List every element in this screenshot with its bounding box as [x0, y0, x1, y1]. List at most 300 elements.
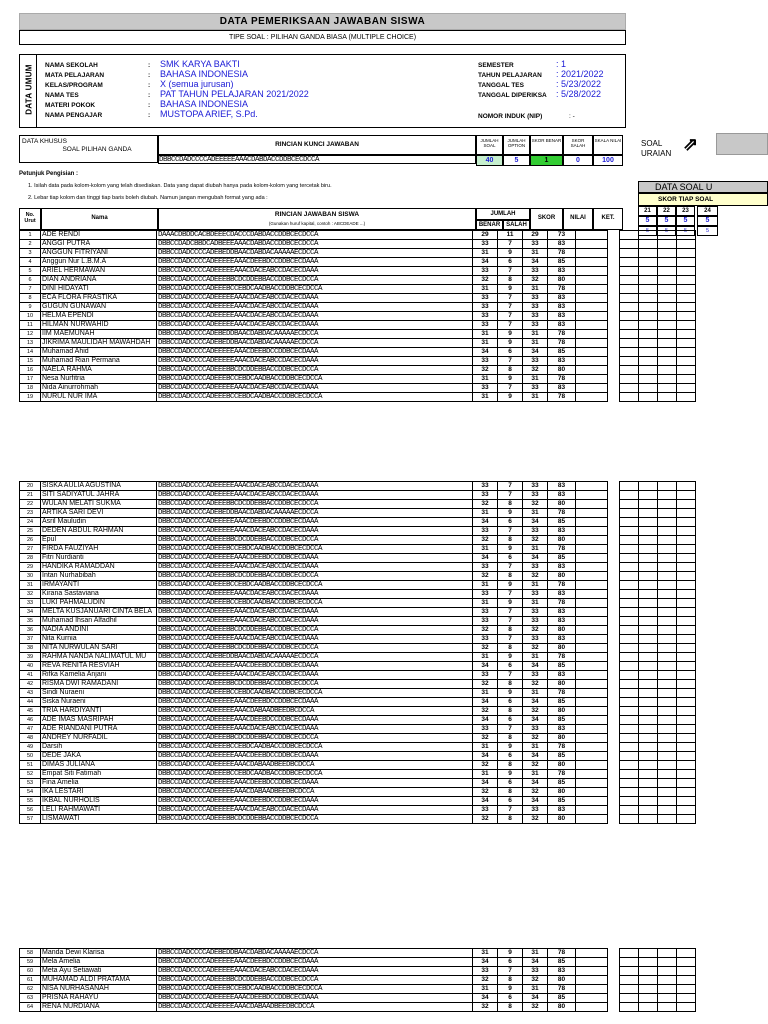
uraian-cell[interactable] [658, 321, 677, 330]
keterangan[interactable] [576, 734, 608, 743]
uraian-cell[interactable] [658, 339, 677, 348]
uraian-cell[interactable] [620, 788, 639, 797]
uraian-cell[interactable] [658, 716, 677, 725]
uraian-cell[interactable] [658, 806, 677, 815]
uraian-cell[interactable] [677, 330, 696, 339]
keterangan[interactable] [576, 662, 608, 671]
keterangan[interactable] [576, 707, 608, 716]
student-answers[interactable]: DBBCCDADCCCCADEEEEEAAACDACEABCCDACECDAAA [157, 357, 473, 366]
uraian-cell[interactable] [677, 312, 696, 321]
uraian-cell[interactable] [658, 770, 677, 779]
keterangan[interactable] [576, 985, 608, 994]
student-answers[interactable]: DBBCCDADCCCCADEEEEEAAACDACEABCCDACECDAAA [157, 267, 473, 276]
uraian-cell[interactable] [639, 761, 658, 770]
uraian-cell[interactable] [620, 366, 639, 375]
uraian-cell[interactable] [620, 357, 639, 366]
keterangan[interactable] [576, 617, 608, 626]
student-name[interactable]: Siska Nuraeni [41, 698, 157, 707]
uraian-cell[interactable] [639, 806, 658, 815]
uraian-cell[interactable] [620, 662, 639, 671]
uraian-cell[interactable] [639, 339, 658, 348]
student-name[interactable]: IRMAYANTI [41, 581, 157, 590]
keterangan[interactable] [576, 949, 608, 958]
uraian-cell[interactable] [620, 303, 639, 312]
uraian-cell[interactable] [639, 384, 658, 393]
student-name[interactable]: DEDE JAKA [41, 752, 157, 761]
student-name[interactable]: ARTIKA SARI DEVI [41, 509, 157, 518]
skor-salah-value[interactable]: 0 [563, 155, 593, 166]
jumlah-soal-value[interactable]: 40 [476, 155, 503, 166]
uraian-cell[interactable] [620, 1003, 639, 1012]
uraian-cell[interactable] [658, 698, 677, 707]
uraian-cell[interactable] [620, 671, 639, 680]
student-name[interactable]: Intan Nurhabibah [41, 572, 157, 581]
uraian-cell[interactable] [658, 348, 677, 357]
uraian-cell[interactable] [658, 985, 677, 994]
student-answers[interactable]: DBBCCDADCCCCADEEEEEAAACDACEABCCDACECDAAA [157, 608, 473, 617]
uraian-cell[interactable] [677, 949, 696, 958]
uraian-cell[interactable] [639, 303, 658, 312]
uraian-cell[interactable] [620, 527, 639, 536]
skala-nilai-value[interactable]: 100 [593, 155, 623, 166]
student-name[interactable]: LISMAWATI [41, 815, 157, 824]
student-answers[interactable]: DBBCCDADCCCCADEEEBBCDCDDEBBACCDDBCECDCCA [157, 276, 473, 285]
uraian-cell[interactable] [658, 527, 677, 536]
uraian-cell[interactable] [658, 734, 677, 743]
student-name[interactable]: Rifka Kamelia Anjani [41, 671, 157, 680]
student-answers[interactable]: DBBCCDADCCCCADEEEBBCDCDDEBBACCDDBCECDCCA [157, 644, 473, 653]
keterangan[interactable] [576, 527, 608, 536]
uraian-cell[interactable] [677, 689, 696, 698]
uraian-max-value[interactable]: 5 [697, 216, 718, 226]
uraian-cell[interactable] [658, 482, 677, 491]
student-name[interactable]: Epul [41, 536, 157, 545]
uraian-cell[interactable] [677, 276, 696, 285]
uraian-cell[interactable] [677, 249, 696, 258]
student-name[interactable]: Manda Dewi Klarisa [41, 949, 157, 958]
uraian-cell[interactable] [677, 240, 696, 249]
student-name[interactable]: ARIEL HERMAWAN [41, 267, 157, 276]
student-answers[interactable]: DBBCCDADCCCCADEBEDDBAACDABDACAAAAAECDCCA [157, 653, 473, 662]
keterangan[interactable] [576, 563, 608, 572]
student-name[interactable]: ANGGUN FITRIYANI [41, 249, 157, 258]
uraian-cell[interactable] [658, 536, 677, 545]
student-name[interactable]: Nita Kurnia [41, 635, 157, 644]
keterangan[interactable] [576, 994, 608, 1003]
umum-left-value[interactable]: PAT TAHUN PELAJARAN 2021/2022 [160, 89, 309, 99]
student-answers[interactable]: DBBCCDADCCCCADEEEBBCDCDDEBBACCDDBCECDCCA [157, 536, 473, 545]
student-name[interactable]: Mela Amelia [41, 958, 157, 967]
student-answers[interactable]: DBBCCDADCCCCADEEEEEAAACDEEBDCCDDBCECDAAA [157, 752, 473, 761]
student-answers[interactable]: DBBCCDADCCCCADEEEBCCEBDCAADBACCDDBCECDCCA [157, 599, 473, 608]
student-name[interactable]: MELTA KUSJANUARI CINTA BELA [41, 608, 157, 617]
uraian-cell[interactable] [658, 752, 677, 761]
uraian-cell[interactable] [677, 527, 696, 536]
keterangan[interactable] [576, 689, 608, 698]
student-answers[interactable]: DBBCCDADCCCCADEEEBCCEBDCAADBACCDDBCECDCCA [157, 393, 473, 402]
uraian-cell[interactable] [658, 635, 677, 644]
uraian-cell[interactable] [639, 626, 658, 635]
keterangan[interactable] [576, 788, 608, 797]
uraian-cell[interactable] [620, 976, 639, 985]
student-name[interactable]: Nesa Nurfitria [41, 375, 157, 384]
keterangan[interactable] [576, 321, 608, 330]
student-answers[interactable]: DBBCCDADCCCCADEEEEEAAACDEEBDCCDDBCECDAAA [157, 797, 473, 806]
uraian-cell[interactable] [677, 626, 696, 635]
uraian-cell[interactable] [677, 698, 696, 707]
uraian-cell[interactable] [677, 366, 696, 375]
uraian-cell[interactable] [639, 967, 658, 976]
student-answers[interactable]: DBBCCDADCCCCADEEEEEAAACDABAADBEEDBCDCCA [157, 1003, 473, 1012]
jumlah-option-value[interactable]: 5 [503, 155, 530, 166]
student-name[interactable]: DEDEN ABDUL RAHMAN [41, 527, 157, 536]
uraian-cell[interactable] [620, 725, 639, 734]
uraian-cell[interactable] [620, 958, 639, 967]
uraian-cell[interactable] [620, 348, 639, 357]
keterangan[interactable] [576, 644, 608, 653]
uraian-cell[interactable] [639, 707, 658, 716]
student-answers[interactable]: DBBCCDADCCCCADEEEEEAAACDEEBDCCDDBCECDAAA [157, 554, 473, 563]
student-answers[interactable]: DBBCCDADCCCCADEEEEEAAACDACEABCCDACECDAAA [157, 321, 473, 330]
umum-right-value[interactable]: : 1 [556, 59, 567, 69]
student-answers[interactable]: DBBCCDADCCCCADEEEEEAAACDACEABCCDACECDAAA [157, 635, 473, 644]
uraian-cell[interactable] [658, 572, 677, 581]
uraian-cell[interactable] [620, 967, 639, 976]
uraian-cell[interactable] [639, 635, 658, 644]
uraian-cell[interactable] [677, 581, 696, 590]
uraian-cell[interactable] [620, 393, 639, 402]
uraian-cell[interactable] [677, 761, 696, 770]
student-answers[interactable]: DBBCCDADCCCCADEEEEEAAACDACEABCCDACECDAAA [157, 491, 473, 500]
student-name[interactable]: ADE RIANDANI PUTRA [41, 725, 157, 734]
uraian-cell[interactable] [658, 581, 677, 590]
student-answers[interactable]: DBBCCDADCCCCADEEEEEAAACDEEBDCCDDBCECDAAA [157, 518, 473, 527]
uraian-cell[interactable] [620, 240, 639, 249]
keterangan[interactable] [576, 572, 608, 581]
uraian-cell[interactable] [639, 680, 658, 689]
keterangan[interactable] [576, 779, 608, 788]
uraian-cell[interactable] [658, 617, 677, 626]
uraian-cell[interactable] [639, 348, 658, 357]
student-name[interactable]: NITA NURWULAN SARI [41, 644, 157, 653]
uraian-max-value[interactable]: 5 [657, 216, 676, 226]
student-answers[interactable]: DBBCCDADCCCCADEEEEEAAACDEEBDCCDDBCECDAAA [157, 662, 473, 671]
student-name[interactable]: NISA NURHASANAH [41, 985, 157, 994]
uraian-cell[interactable] [620, 491, 639, 500]
uraian-cell[interactable] [658, 267, 677, 276]
student-answers[interactable]: DBBCCDADCCCCADEEEEEAAACDACEABCCDACECDAAA [157, 967, 473, 976]
uraian-cell[interactable] [677, 384, 696, 393]
uraian-cell[interactable] [620, 509, 639, 518]
student-answers[interactable]: DBBCCDADCCCCADEEEBCCEBDCAADBACCDDBCECDCCA [157, 375, 473, 384]
keterangan[interactable] [576, 761, 608, 770]
uraian-cell[interactable] [658, 509, 677, 518]
keterangan[interactable] [576, 366, 608, 375]
uraian-cell[interactable] [620, 276, 639, 285]
student-answers[interactable]: DBBCCDADCCCCADEEEBCCEBDCAADBACCDDBCECDCCA [157, 770, 473, 779]
uraian-cell[interactable] [658, 967, 677, 976]
uraian-cell[interactable] [677, 806, 696, 815]
student-name[interactable]: WULAN MELATI SUKMA [41, 500, 157, 509]
keterangan[interactable] [576, 599, 608, 608]
keterangan[interactable] [576, 743, 608, 752]
uraian-cell[interactable] [677, 743, 696, 752]
uraian-cell[interactable] [658, 375, 677, 384]
uraian-cell[interactable] [677, 671, 696, 680]
student-name[interactable]: Anggun Nur L.B.M.A [41, 258, 157, 267]
uraian-cell[interactable] [620, 608, 639, 617]
keterangan[interactable] [576, 518, 608, 527]
uraian-cell[interactable] [620, 545, 639, 554]
uraian-cell[interactable] [620, 698, 639, 707]
uraian-cell[interactable] [639, 788, 658, 797]
uraian-cell[interactable] [658, 671, 677, 680]
uraian-cell[interactable] [620, 770, 639, 779]
uraian-cell[interactable] [677, 815, 696, 824]
uraian-max-value[interactable]: 5 [676, 216, 695, 226]
uraian-cell[interactable] [677, 644, 696, 653]
student-name[interactable]: RISMA DWI RAMADANI [41, 680, 157, 689]
uraian-cell[interactable] [620, 536, 639, 545]
uraian-max-value[interactable]: 5 [638, 216, 657, 226]
student-answers[interactable]: DBBCCDADCCCCADEEEBBCDCDDEBBACCDDBCECDCCA [157, 626, 473, 635]
student-answers[interactable]: DBBCCDADCCCCADEBEDDBAACDABDACAAAAAECDCCA [157, 339, 473, 348]
student-name[interactable]: TRIA HARDIYANTI [41, 707, 157, 716]
keterangan[interactable] [576, 500, 608, 509]
uraian-cell[interactable] [658, 797, 677, 806]
uraian-cell[interactable] [639, 509, 658, 518]
student-name[interactable]: Muhamad Ihsan Alfadhil [41, 617, 157, 626]
student-name[interactable]: NADIA ANDINI [41, 626, 157, 635]
uraian-cell[interactable] [639, 536, 658, 545]
keterangan[interactable] [576, 267, 608, 276]
umum-left-value[interactable]: X (semua jurusan) [160, 79, 234, 89]
uraian-cell[interactable] [658, 680, 677, 689]
uraian-cell[interactable] [639, 375, 658, 384]
uraian-cell[interactable] [677, 393, 696, 402]
uraian-cell[interactable] [620, 815, 639, 824]
uraian-cell[interactable] [620, 797, 639, 806]
uraian-cell[interactable] [677, 590, 696, 599]
uraian-cell[interactable] [677, 707, 696, 716]
uraian-cell[interactable] [639, 1003, 658, 1012]
uraian-cell[interactable] [639, 743, 658, 752]
uraian-cell[interactable] [620, 231, 639, 240]
student-name[interactable]: SITI SADIYATUL JAHRA [41, 491, 157, 500]
student-name[interactable]: Muhamad Rian Permana [41, 357, 157, 366]
uraian-cell[interactable] [639, 231, 658, 240]
uraian-cell[interactable] [658, 599, 677, 608]
uraian-cell[interactable] [677, 788, 696, 797]
uraian-cell[interactable] [639, 662, 658, 671]
uraian-cell[interactable] [677, 536, 696, 545]
uraian-cell[interactable] [639, 321, 658, 330]
student-name[interactable]: FIRDA FAUZIYAH [41, 545, 157, 554]
keterangan[interactable] [576, 357, 608, 366]
uraian-cell[interactable] [677, 797, 696, 806]
uraian-cell[interactable] [677, 482, 696, 491]
uraian-cell[interactable] [620, 599, 639, 608]
student-answers[interactable]: DBBCCDADCCCCADEEEEEAAACDACEABCCDACECDAAA [157, 563, 473, 572]
student-name[interactable]: Empat Siti Fatimah [41, 770, 157, 779]
student-answers[interactable]: DBBCCDADCCCCADEEEBCCEBDCAADBACCDDBCECDCCA [157, 545, 473, 554]
student-name[interactable]: LUKI PAHMALUDIN [41, 599, 157, 608]
skor-benar-value[interactable]: 1 [530, 155, 563, 166]
keterangan[interactable] [576, 725, 608, 734]
nip-value[interactable]: : - [569, 113, 575, 120]
uraian-cell[interactable] [620, 554, 639, 563]
student-name[interactable]: DIAN ANDRIANA [41, 276, 157, 285]
student-name[interactable]: ADE RENDI [41, 231, 157, 240]
uraian-cell[interactable] [677, 491, 696, 500]
uraian-cell[interactable] [639, 366, 658, 375]
student-name[interactable]: GUGUN GUNAWAN [41, 303, 157, 312]
uraian-cell[interactable] [658, 294, 677, 303]
keterangan[interactable] [576, 608, 608, 617]
uraian-cell[interactable] [677, 985, 696, 994]
uraian-cell[interactable] [658, 743, 677, 752]
keterangan[interactable] [576, 967, 608, 976]
student-answers[interactable]: DBBCCDADCCCCADEEEBBCDCDDEBBACCDDBCECDCCA [157, 572, 473, 581]
keterangan[interactable] [576, 806, 608, 815]
uraian-cell[interactable] [639, 815, 658, 824]
student-name[interactable]: REVA RENITA RESVIAH [41, 662, 157, 671]
uraian-cell[interactable] [677, 752, 696, 761]
keterangan[interactable] [576, 671, 608, 680]
uraian-cell[interactable] [620, 339, 639, 348]
uraian-cell[interactable] [639, 267, 658, 276]
uraian-cell[interactable] [658, 491, 677, 500]
uraian-cell[interactable] [620, 707, 639, 716]
uraian-cell[interactable] [620, 806, 639, 815]
uraian-cell[interactable] [677, 231, 696, 240]
uraian-cell[interactable] [639, 958, 658, 967]
keterangan[interactable] [576, 303, 608, 312]
uraian-cell[interactable] [658, 518, 677, 527]
uraian-cell[interactable] [658, 384, 677, 393]
student-name[interactable]: IIM MAEMUNAH [41, 330, 157, 339]
keterangan[interactable] [576, 285, 608, 294]
student-answers[interactable]: DBBCCDADCCCCADEEEEEAAACDEEBDCCDDBCECDAAA [157, 779, 473, 788]
student-name[interactable]: NAELA RAHMA [41, 366, 157, 375]
uraian-cell[interactable] [639, 797, 658, 806]
uraian-cell[interactable] [639, 330, 658, 339]
uraian-cell[interactable] [639, 518, 658, 527]
student-name[interactable]: NURUL NUR IMA [41, 393, 157, 402]
umum-left-value[interactable]: BAHASA INDONESIA [160, 69, 249, 79]
uraian-cell[interactable] [677, 734, 696, 743]
keterangan[interactable] [576, 590, 608, 599]
student-answers[interactable]: DBBCCDADCCCCADEEEBCCEBDCAADBACCDDBCECDCCA [157, 689, 473, 698]
student-answers[interactable]: DBBCCDADCBBDCADBEEEAAACDABDACCDDBCECDCCA [157, 240, 473, 249]
student-name[interactable]: ECA FLORA FRASTIKA [41, 294, 157, 303]
student-name[interactable]: Sindi Nuraeni [41, 689, 157, 698]
uraian-cell[interactable] [658, 285, 677, 294]
student-answers[interactable]: DBBCCDADCCCCADEEEBBCDCDDEBBACCDDBCECDCCA [157, 734, 473, 743]
student-name[interactable]: DINI HIDAYATI [41, 285, 157, 294]
student-answers[interactable]: DBBCCDADCCCCADEEEEEAAACDEEBDCCDDBCECDAAA [157, 698, 473, 707]
uraian-cell[interactable] [677, 958, 696, 967]
uraian-cell[interactable] [677, 303, 696, 312]
uraian-cell[interactable] [658, 662, 677, 671]
student-name[interactable]: Fina Amelia [41, 779, 157, 788]
uraian-cell[interactable] [620, 590, 639, 599]
student-answers[interactable]: DBBCCDADCCCCADEEEBCCEBDCAADBACCDDBCECDCCA [157, 581, 473, 590]
uraian-cell[interactable] [658, 231, 677, 240]
uraian-cell[interactable] [658, 976, 677, 985]
student-name[interactable]: SISKA AULIA AGUSTINA [41, 482, 157, 491]
umum-right-value[interactable]: : 5/28/2022 [556, 89, 602, 99]
student-answers[interactable]: DBBCCDADCCCCADEEEEEAAACDEEBDCCDDBCECDAAA [157, 258, 473, 267]
student-answers[interactable]: DBBCCDADCCCCADEEEBCCEBDCAADBACCDDBCECDCCA [157, 285, 473, 294]
student-name[interactable]: RENA NURDIANA [41, 1003, 157, 1012]
student-answers[interactable]: DBBCCDADCCCCADEEEBBCDCDDEBBACCDDBCECDCCA [157, 680, 473, 689]
uraian-cell[interactable] [620, 384, 639, 393]
uraian-cell[interactable] [658, 554, 677, 563]
uraian-cell[interactable] [639, 491, 658, 500]
keterangan[interactable] [576, 249, 608, 258]
keterangan[interactable] [576, 545, 608, 554]
uraian-cell[interactable] [639, 563, 658, 572]
uraian-cell[interactable] [677, 599, 696, 608]
uraian-cell[interactable] [620, 321, 639, 330]
keterangan[interactable] [576, 536, 608, 545]
keterangan[interactable] [576, 312, 608, 321]
student-answers[interactable]: DBBCCDADCCCCADEBEDDBAACDABDACAAAAAECDCCA [157, 249, 473, 258]
student-answers[interactable]: DBBCCDADCCCCADEBEDDBAACDABDACAAAAAECDCCA [157, 330, 473, 339]
student-name[interactable]: ADE IMAS MASRIPAH [41, 716, 157, 725]
uraian-cell[interactable] [658, 958, 677, 967]
uraian-cell[interactable] [658, 1003, 677, 1012]
uraian-cell[interactable] [677, 608, 696, 617]
student-name[interactable]: IKA LESTARI [41, 788, 157, 797]
uraian-cell[interactable] [658, 626, 677, 635]
keterangan[interactable] [576, 680, 608, 689]
uraian-cell[interactable] [639, 994, 658, 1003]
uraian-cell[interactable] [639, 725, 658, 734]
student-answers[interactable]: DBBCCDADCCCCADEEEEEAAACDACEABCCDACECDAAA [157, 671, 473, 680]
uraian-cell[interactable] [658, 815, 677, 824]
uraian-cell[interactable] [658, 590, 677, 599]
keterangan[interactable] [576, 330, 608, 339]
student-answers[interactable]: DBBCCDADCCCCADEEEBCCEBDCAADBACCDDBCECDCCA [157, 743, 473, 752]
uraian-cell[interactable] [677, 258, 696, 267]
uraian-cell[interactable] [658, 689, 677, 698]
uraian-cell[interactable] [639, 671, 658, 680]
uraian-cell[interactable] [677, 617, 696, 626]
uraian-cell[interactable] [620, 779, 639, 788]
uraian-cell[interactable] [658, 563, 677, 572]
uraian-cell[interactable] [639, 653, 658, 662]
student-name[interactable]: HANDIKA RAMADDAN [41, 563, 157, 572]
student-name[interactable]: Fitri Nurdianti [41, 554, 157, 563]
student-name[interactable]: HILMAN NURWAHID [41, 321, 157, 330]
uraian-cell[interactable] [658, 949, 677, 958]
uraian-cell[interactable] [639, 393, 658, 402]
uraian-cell[interactable] [639, 617, 658, 626]
uraian-cell[interactable] [639, 599, 658, 608]
uraian-cell[interactable] [677, 285, 696, 294]
keterangan[interactable] [576, 258, 608, 267]
keterangan[interactable] [576, 554, 608, 563]
keterangan[interactable] [576, 482, 608, 491]
uraian-cell[interactable] [620, 635, 639, 644]
uraian-cell[interactable] [639, 949, 658, 958]
uraian-cell[interactable] [658, 330, 677, 339]
uraian-cell[interactable] [639, 644, 658, 653]
uraian-cell[interactable] [639, 779, 658, 788]
uraian-cell[interactable] [677, 994, 696, 1003]
